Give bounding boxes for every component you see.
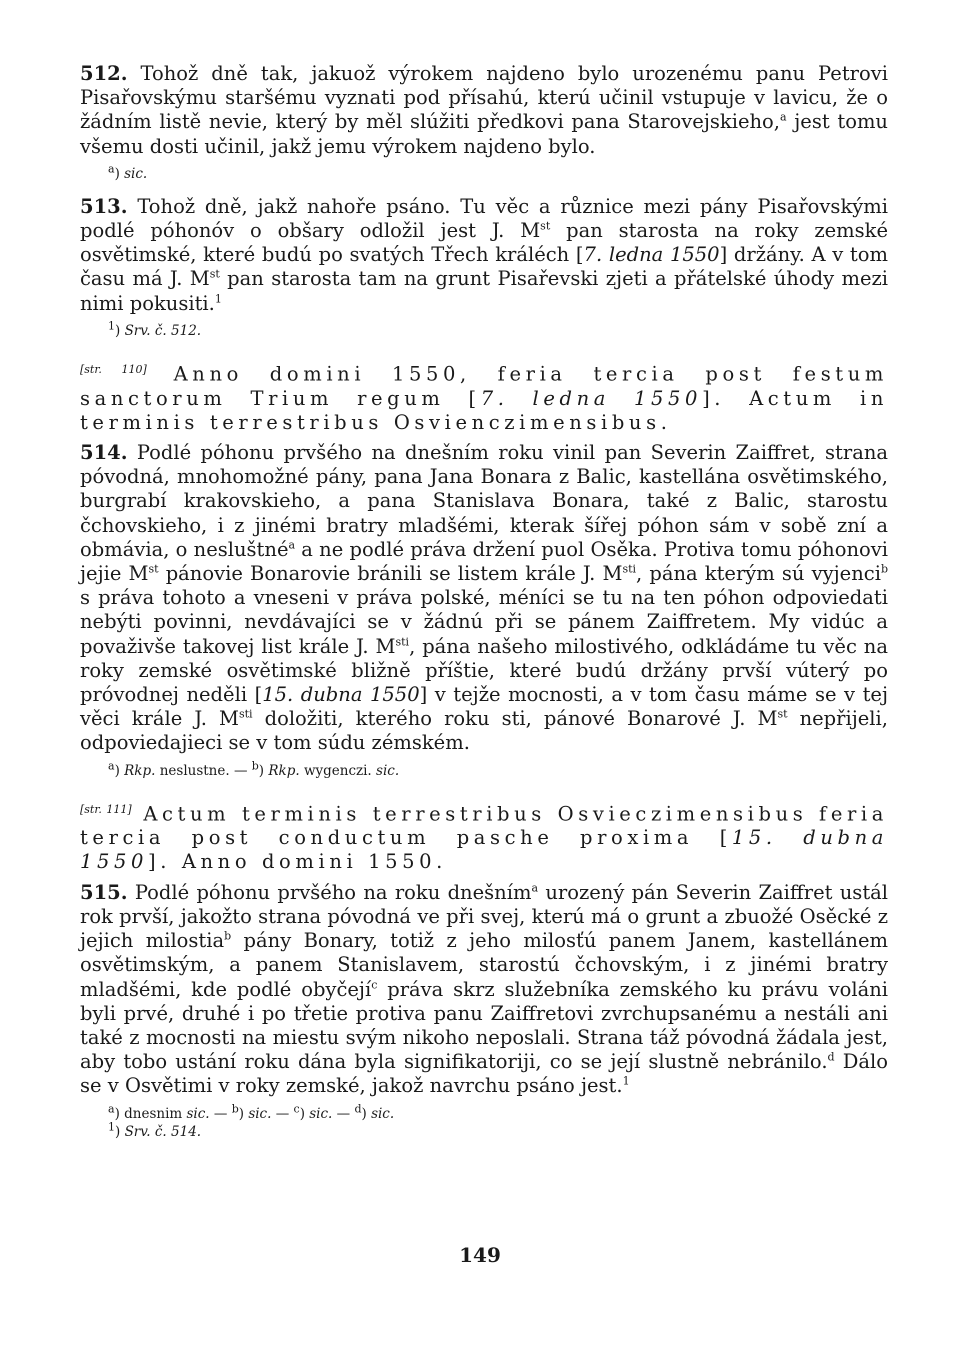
footnote-text: sic.	[371, 1105, 395, 1122]
heading-text: ]. Actum in terminis terrestribus Osvienczimensibus.	[80, 386, 888, 434]
page-ref: [str. 111]	[80, 802, 132, 816]
footnote: $^a$) Rkp. neslustne. — $^b$) Rkp. wygenczi. sic.	[108, 759, 400, 779]
footnote-mark: b	[231, 1102, 239, 1116]
footnote-text: sic.	[186, 1105, 210, 1122]
entry-number: 512.	[80, 62, 128, 85]
footnote-mark: 1	[214, 292, 222, 306]
superscript: st	[777, 707, 788, 721]
entry-text: s práva tohoto a vneseni v práva polské, méníci se tu na ten póhon odpoviedati nebýti povinni, nevdávajíci se v žádnú při se pánem Zaiffretem. My vidúc a považivše takovej list krále J. M	[80, 586, 888, 658]
page-ref: [str. 110]	[80, 362, 147, 376]
entry-text: pány Bonary, totiž z jeho milosťú panem Janem, kastellánem osvětimským, a panem Stanislavem, starostú čchovským, i z jinémi bratry mladšémi, kde podlé obyčejí	[80, 929, 888, 1001]
footnote-text: dnesnim	[124, 1105, 183, 1122]
footnote-text: sic.	[248, 1105, 272, 1122]
footnote-mark: 1	[622, 1074, 630, 1088]
superscript: st	[148, 562, 159, 576]
entry-513	[80, 195, 888, 316]
footnote-mark: d	[827, 1050, 835, 1064]
entry-text: , pána našeho milostivého, odkládáme tu věc na roky zemské osvětimské bližně příštie, které budú držány prvší vúterý po próvodnej neděli [	[80, 634, 888, 706]
footnote: $^a$) sic.	[108, 162, 148, 182]
footnote-text: sic.	[376, 762, 400, 779]
superscript: sti	[395, 635, 410, 649]
separator: —	[233, 762, 248, 779]
entry-text: Podlé póhonu prvšého na roku dnešním	[134, 880, 532, 904]
page-number: 149	[459, 1243, 501, 1267]
footnote-mark: c	[371, 978, 378, 991]
entry-text: pan starosta tam na grunt Pisařevski zjeti a přátelské úhody mezi nimi pokusiti.	[80, 267, 888, 315]
entry-text: Podlé póhonu prvšého na dnešním roku vinil pan Severin Zaiffret, strana póvodná, mnohomožné pány, pana Jana Bonara z Balic, kastellána osvětimského, burgrabí krakovskieho, a pana Stanislava Bonara, také z Balic, starostu čchovskieho, i z jinémi bratry mladšémi, kterak šířej póhon sám v sobě zní a obmávia, o nesluštné	[80, 440, 888, 561]
entry-text: ] držány. A v tom času má J. M	[80, 243, 888, 291]
footnote-mark: 1	[108, 1120, 115, 1134]
separator: —	[336, 1105, 351, 1122]
entry-text: práva skrz služebníka zemského ku právu voláni byli prvé, druhé i po třetie protiva panu Zaiffretovi zvrchupsanému a nestáli ani také z mocnosti na miestu svým nikoho neposlali. Strana táž póvodná žádala jest, aby tobo ustání roku dána byla signifikatoriji, co se její slustně nebránilo.	[80, 977, 888, 1074]
footnote-text: wygenczi.	[303, 762, 372, 779]
footnote-text: sic.	[124, 165, 148, 182]
entry-514	[80, 441, 888, 756]
entry-text: Tohož dně tak, jakuož výrokem najdeno bylo urozenému panu Petrovi Pisařovskýmu staršému vyznati pod přísahú, kterú učinil vstupuje v lavicu, že o žádním listě nevie, který by měl slúžiti předkovi pana Starovejskieho,	[80, 62, 888, 134]
entry-text: a ne podlé práva držení puol Osěka. Protiva tomu póhonovi jejie M	[80, 537, 888, 585]
superscript: sti	[238, 707, 253, 721]
entry-number: 514.	[80, 440, 128, 464]
entry-number: 513.	[80, 194, 128, 218]
entry-515	[80, 881, 888, 1099]
footnote-mark: b	[880, 562, 888, 576]
footnote: $^1$) Srv. č. 512.	[108, 319, 202, 339]
footnote-label: Rkp.	[124, 762, 156, 779]
document-page	[80, 62, 888, 1141]
heading-text: Actum terminis terrestribus Osvieczimensibus feria tercia post conductum pasche proxima [	[80, 802, 888, 850]
footnote-text: neslustne.	[159, 762, 230, 779]
footnote-mark: a	[531, 881, 539, 895]
footnote-text: Srv. č. 514.	[124, 1123, 202, 1140]
heading-text: ]. Anno domini 1550.	[148, 850, 447, 874]
footnote-mark: a	[780, 110, 787, 124]
footnote-mark: a	[108, 1102, 115, 1116]
date-ref: 15. dubna 1550	[80, 826, 888, 874]
section-heading	[80, 798, 888, 875]
footnote-mark: b	[224, 929, 232, 943]
separator: —	[213, 1105, 228, 1122]
entry-text: pan starosta na roky zemské osvětimské, které budú po svatých Třech králéch [	[80, 219, 888, 267]
superscript: st	[540, 219, 551, 233]
footnote-mark: c	[293, 1102, 300, 1116]
superscript: sti	[622, 562, 637, 576]
footnote-mark: b	[251, 759, 259, 773]
entry-text: jest tomu všemu dosti učinil, jakž jemu výrokem najdeno bylo.	[80, 110, 888, 158]
entry-text: nepřijeli, odpoviedajieci se v tom súdu zémském.	[80, 707, 888, 755]
date-ref: 15. dubna 1550	[262, 682, 420, 706]
heading-text: Anno domini 1550, feria tercia post festum sanctorum Trium regum [	[80, 362, 888, 410]
entry-text: ] v tejže mocnosti, a v tom času máme se v tej věci krále J. M	[80, 682, 889, 731]
footnote-mark: a	[288, 538, 296, 552]
entry-number: 515.	[80, 880, 128, 904]
footnote-mark: a	[108, 162, 115, 176]
entry-text: , pána kterým sú vyjenci	[636, 561, 881, 585]
footnote-text: sic.	[309, 1105, 333, 1122]
entry-text: Dálo se v Osvětimi v roky zemské, jakož navrchu psáno jest.	[80, 1050, 888, 1098]
entry-text: pánovie Bonarovie bránili se listem krále J. M	[158, 561, 623, 585]
superscript: st	[209, 267, 220, 281]
entry-text: Tohož dně, jakž nahoře psáno. Tu věc a různice mezi pány Pisařovskými podlé póhonóv o obšary odložil jest J. M	[80, 194, 888, 243]
footnote-text: Srv. č. 512.	[124, 322, 202, 339]
entry-text: urozený pán Severin Zaiffret ustál rok prvší, jakožto strana póvodná ve při svej, kterú má o grunt a zbuožé Osěcké z jejich milostia	[80, 880, 889, 953]
footnote-mark: d	[354, 1102, 362, 1116]
date-ref: 7. ledna 1550	[480, 386, 703, 410]
date-ref: 7. ledna 1550	[583, 243, 720, 267]
footnote: $^a$) dnesnim sic. — $^b$) sic. — $^c$) sic. — $^d$) sic. $^1$) Srv. č. 514.	[108, 1102, 395, 1140]
footnote-label: Rkp.	[268, 762, 300, 779]
entry-512	[80, 62, 888, 159]
footnote-mark: a	[108, 759, 115, 773]
entry-text: doložiti, kterého roku sti, pánové Bonarové J. M	[252, 707, 778, 731]
separator: —	[275, 1105, 290, 1122]
footnote-mark: 1	[108, 319, 115, 333]
section-heading	[80, 358, 888, 435]
